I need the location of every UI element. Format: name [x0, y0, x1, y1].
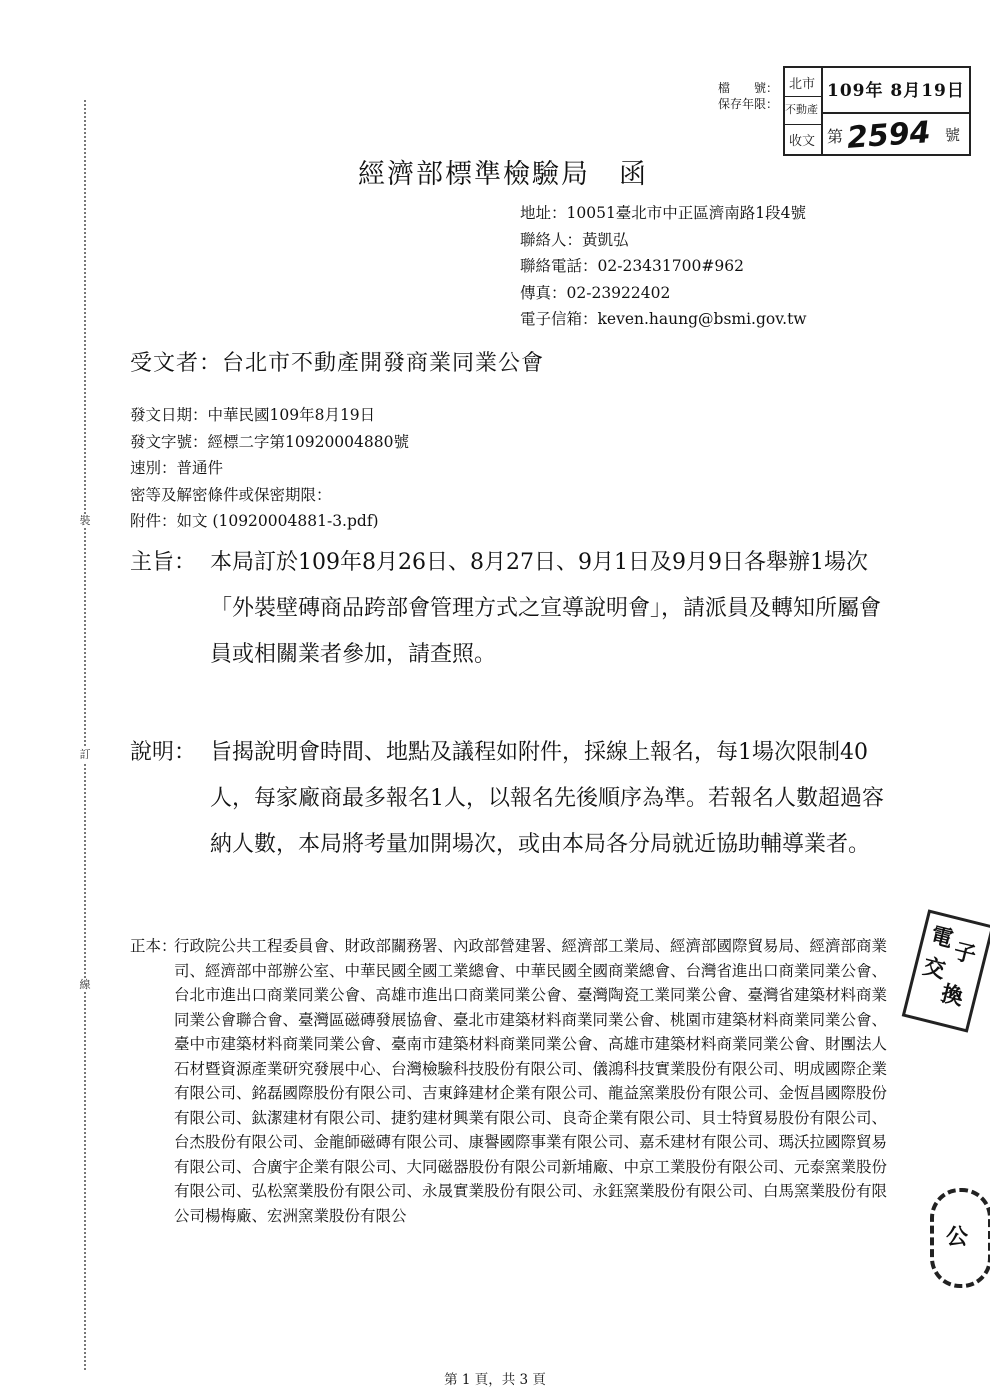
seal-char-2: 子	[950, 938, 979, 969]
attachment: 附件：如文 (10920004881-3.pdf)	[130, 512, 379, 530]
stamp-number-suffix: 號	[945, 126, 961, 144]
binding-mark-middle: 訂	[76, 748, 94, 762]
seal-char-3: 交	[920, 953, 949, 984]
explanation-label: 說明：	[130, 740, 197, 765]
contact-address: 地址：10051臺北市中正區濟南路1段4號	[520, 204, 807, 222]
speed-class: 速別：普通件	[130, 459, 224, 477]
file-number-label: 檔 號：	[717, 81, 778, 95]
seal-char-1: 電	[928, 922, 956, 953]
stamp-unit-bottom: 收文	[789, 134, 816, 149]
binding-mark-bottom: 線	[76, 978, 94, 992]
subject-label: 主旨：	[130, 550, 197, 575]
binding-line	[84, 100, 86, 1370]
contact-fax: 傳真：02-23922402	[520, 283, 671, 302]
exchange-seal	[902, 909, 990, 1032]
subject-text: 本局訂於109年8月26日、8月27日、9月1日及9月9日各舉辦1場次「外裝壁磚商品跨部會管理方式之宣導說明會」，請派員及轉知所屬會員或相關業者參加，請查照。	[210, 550, 882, 667]
stamp-number-prefix: 第	[827, 127, 844, 146]
contact-phone: 聯絡電話：02-23431700#962	[520, 257, 744, 275]
gear-seal	[930, 1188, 990, 1288]
contact-person: 聯絡人：黃凱弘	[520, 230, 629, 249]
contact-block	[520, 200, 807, 333]
cc-label: 正本：	[130, 937, 177, 955]
stamp-date: 109年 8月19日	[827, 81, 965, 101]
retention-label: 保存年限：	[717, 97, 778, 111]
meta-block	[130, 402, 409, 535]
stamp-unit-top: 北市	[789, 77, 816, 92]
recipient: 受文者：台北市不動產開發商業同業公會	[130, 351, 545, 376]
issue-date: 發文日期：中華民國109年8月19日	[130, 406, 376, 424]
stamp-number: 2594	[845, 115, 932, 156]
seal-char-4: 換	[938, 980, 966, 1012]
gear-seal-char: 公	[946, 1224, 969, 1250]
cc-text: 行政院公共工程委員會、財政部關務署、內政部營建署、經濟部工業局、經濟部國際貿易局、經濟部商業司、經濟部中部辦公室、中華民國全國工業總會、中華民國全國商業總會、台灣省進出口商業同業公會、台北市進出口商業同業公會、高雄市進出口商業同業公會、臺灣陶瓷工業同業公會、臺灣省建築材料商業同業公會聯合會、臺灣區磁磚發展協會、臺北市建築材料商業同業公會、桃園市建築材料商業同業公會、臺中市建築材料商業同業公會、臺南市建築材料商業同業公會、高雄市建築材料商業同業公會、財團法人石材暨資源產業研究發展中心、台灣檢驗科技股份有限公司、儀鴻科技實業股份有限公司、明成國際企業有限公司、銘磊國際股份有限公司、吉東鋒建材企業有限公司、龍益窯業股份有限公司、金恆昌國際股份有限公司、鈦潔建材有限公司、捷豹建材興業有限公司、良奇企業有限公司、貝士特貿易股份有限公司、台杰股份有限公司、金龍師磁磚有限公司、康譽國際事業有限公司、嘉禾建材有限公司、瑪沃拉國際貿易有限公司、合廣宇企業有限公司、大同磁器股份有限公司新埔廠、中京工業股份有限公司、元泰窯業股份有限公司、弘松窯業股份有限公司、永晟實業股份有限公司、永鈺窯業股份有限公司、白馬窯業股份有限公司楊梅廠、宏洲窯業股份有限公	[174, 937, 888, 1225]
receipt-stamp	[783, 66, 971, 156]
page-footer: 第 1 頁，共 3 頁	[444, 1372, 546, 1388]
contact-email: 電子信箱：keven.haung@bsmi.gov.tw	[520, 310, 807, 328]
explanation-text: 旨揭說明會時間、地點及議程如附件，採線上報名，每1場次限制40人，每家廠商最多報名1人，以報名先後順序為準。若報名人數超過容納人數，本局將考量加開場次，或由本局各分局就近協助輔導業者。	[210, 740, 884, 857]
binding-mark-top: 裝	[76, 514, 94, 528]
file-labels	[688, 80, 778, 112]
stamp-unit-mid: 不動產	[785, 103, 818, 116]
document-title: 經濟部標準檢驗局 函	[358, 159, 648, 190]
confidentiality: 密等及解密條件或保密期限：	[130, 485, 332, 504]
reference-number: 發文字號：經標二字第10920004880號	[130, 432, 409, 451]
